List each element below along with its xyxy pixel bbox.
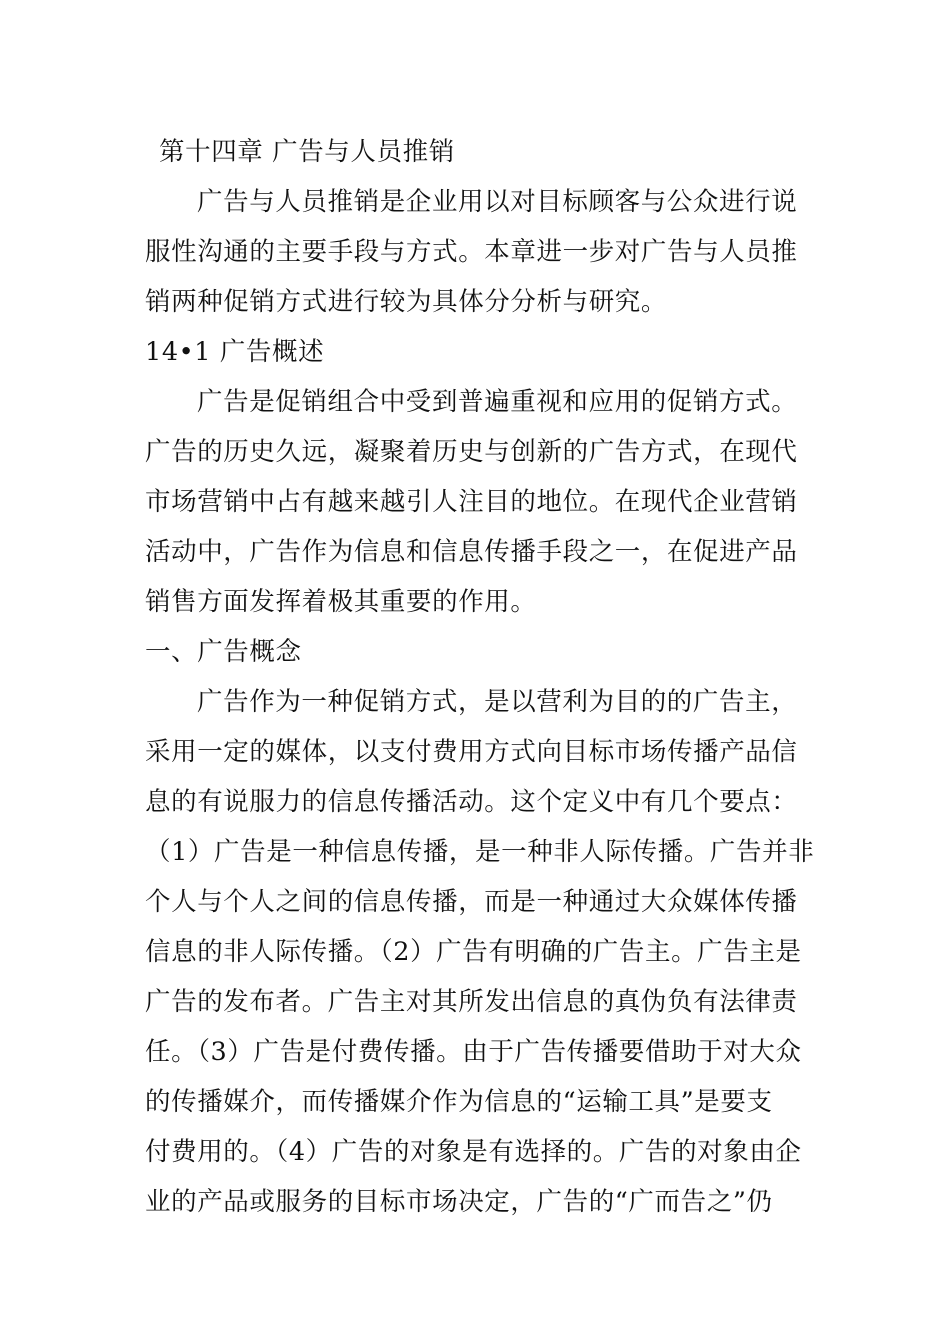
text-line: 市场营销中占有越来越引人注目的地位。在现代企业营销	[145, 487, 798, 517]
text-line: 广告是促销组合中受到普遍重视和应用的促销方式。	[197, 387, 798, 417]
text-line: 的传播媒介，而传播媒介作为信息的“运输工具”是要支	[145, 1087, 773, 1117]
text-line: 付费用的。（4）广告的对象是有选择的。广告的对象由企	[145, 1137, 802, 1167]
text-line: 信息的非人际传播。（2）广告有明确的广告主。广告主是	[145, 937, 802, 967]
text-line: （1）广告是一种信息传播，是一种非人际传播。广告并非	[145, 837, 815, 867]
text-line: 广告作为一种促销方式，是以营利为目的的广告主，	[197, 687, 798, 717]
text-line: 销售方面发挥着极其重要的作用。	[145, 587, 537, 617]
text-line: 个人与个人之间的信息传播，而是一种通过大众媒体传播	[145, 887, 798, 917]
text-line: 广告的历史久远，凝聚着历史与创新的广告方式，在现代	[145, 437, 798, 467]
text-line: 销两种促销方式进行较为具体分分析与研究。	[145, 287, 668, 317]
text-line: 任。（3）广告是付费传播。由于广告传播要借助于对大众	[145, 1037, 802, 1067]
subsection-heading: 一、广告概念	[145, 637, 302, 667]
text-line: 活动中，广告作为信息和信息传播手段之一，在促进产品	[145, 537, 798, 567]
text-line: 业的产品或服务的目标市场决定，广告的“广而告之”仍	[145, 1187, 773, 1217]
text-line: 息的有说服力的信息传播活动。这个定义中有几个要点：	[145, 787, 798, 817]
section-heading: 14•1 广告概述	[145, 337, 325, 367]
text-line: 广告与人员推销是企业用以对目标顾客与公众进行说	[197, 187, 798, 217]
chapter-title: 第十四章 广告与人员推销	[159, 137, 455, 167]
text-line: 采用一定的媒体，以支付费用方式向目标市场传播产品信	[145, 737, 798, 767]
text-line: 服性沟通的主要手段与方式。本章进一步对广告与人员推	[145, 237, 798, 267]
text-line: 广告的发布者。广告主对其所发出信息的真伪负有法律责	[145, 987, 798, 1017]
